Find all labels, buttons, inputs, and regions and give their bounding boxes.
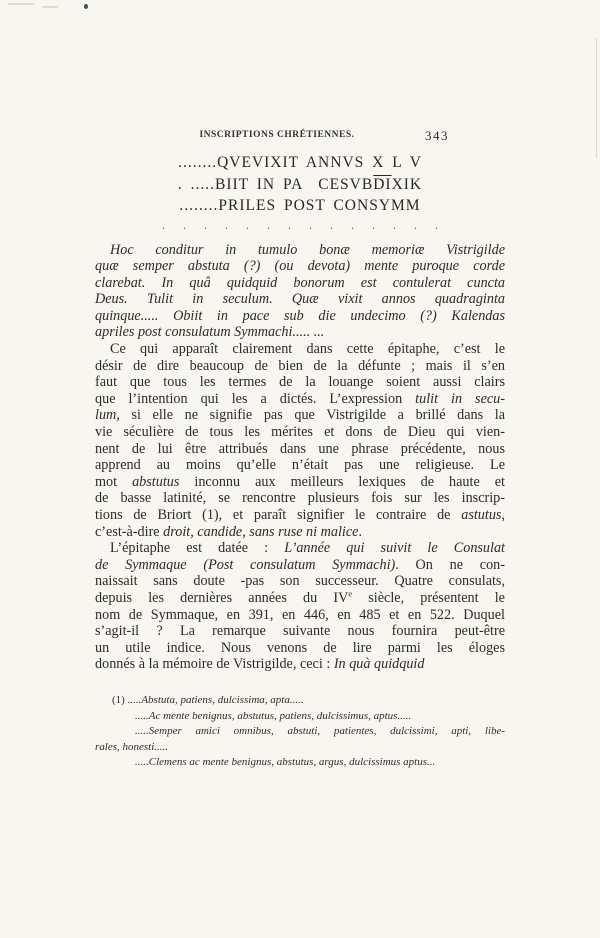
text-line: [95, 341, 505, 358]
epitaph-commentary: [95, 341, 505, 540]
text-line: [95, 391, 505, 408]
text-segment: In quà quidquid: [333, 656, 425, 673]
text-line: [95, 623, 505, 640]
text-segment: ........QVEVIXIT ANNVS X L V: [178, 154, 422, 171]
inscription-line: [95, 174, 505, 196]
text-segment: Hoc conditur in tumulo bonæ memoriæ Vistrigilde: [110, 241, 505, 258]
text-segment: de basse latinité, se rencontre plusieurs fois sur les inscrip-: [95, 490, 505, 507]
scan-speck: [84, 4, 88, 9]
text-line: [95, 308, 505, 325]
text-segment: .....Abstuta, patiens, dulcissima, apta.....: [127, 693, 304, 706]
text-line: [95, 258, 505, 275]
text-segment: donnés à la mémoire de Vistrigilde, ceci :: [95, 656, 334, 673]
text-segment: un utile indice. Nous venons de lire parmi les éloges: [95, 639, 505, 656]
text-line: [95, 573, 505, 590]
text-segment: de Symmaque (Post consulatum Symmachi): [95, 556, 396, 573]
text-line: [95, 358, 505, 375]
text-segment: rales, honesti.....: [95, 740, 169, 753]
text-segment: clarebat. In quâ quidquid bonorum est contulerat cuncta: [95, 274, 505, 291]
text-line: [95, 590, 505, 607]
text-line: [95, 540, 505, 557]
text-line: [95, 291, 505, 308]
text-line: [95, 656, 505, 673]
text-line: [95, 441, 505, 458]
text-segment: Deus. Tulit in seculum. Quæ vixit annos quadraginta: [95, 291, 505, 308]
text-line: [95, 324, 505, 341]
text-segment: c’est-à-dire: [95, 523, 164, 540]
footnote-line: [95, 693, 505, 709]
footnote-line: [95, 724, 505, 740]
text-segment: ,: [501, 507, 505, 523]
text-segment: ........PRILES POST CONSYMM: [179, 197, 421, 214]
text-segment: naissait sans doute -pas son successeur. Quatre consulats,: [95, 573, 505, 590]
text-segment: . .....BIIT IN PA CESVB: [177, 175, 374, 193]
scan-artifact: [42, 6, 58, 8]
scan-artifact: [8, 3, 34, 5]
text-segment: L’épitaphe est datée :: [110, 540, 285, 557]
text-line: [95, 640, 505, 657]
text-segment: .: [358, 523, 363, 540]
text-segment: quæ semper abstuta (?) (ou devota) mente puroque corde: [95, 258, 505, 275]
text-segment: apprend au moins qu’elle n’était pas une religieuse. Le: [95, 457, 505, 474]
text-segment: , si elle ne signifie pas que Vistrigilde a brillé dans la: [116, 407, 505, 424]
text-segment: .....Ac mente benignus, abstutus, patiens, dulcissimus, aptus.....: [135, 709, 412, 722]
text-segment: .....Clemens ac mente benignus, abstutus, argus, dulcissimus aptus...: [135, 756, 436, 769]
text-line: [95, 507, 505, 524]
inscription-line: [95, 152, 505, 174]
text-segment: apriles post consulatum Symmachi..... ...: [95, 324, 325, 341]
epitaph-latin-paraphrase: [95, 242, 505, 342]
text-segment: L’année qui suivit le Consulat: [284, 540, 505, 557]
page-header: [95, 130, 505, 145]
text-segment: lum: [95, 407, 117, 424]
text-segment: depuis les dernières années du IV: [95, 589, 349, 606]
text-line: [95, 607, 505, 624]
text-line: [95, 424, 505, 441]
text-line: [95, 242, 505, 259]
inscription-line: [95, 195, 505, 217]
text-segment: siècle, présentent le: [352, 589, 505, 606]
text-segment: que l’intention qui les a dictés. L’expression: [95, 390, 416, 407]
running-head: INSCRIPTIONS CHRÉTIENNES.: [199, 130, 355, 140]
text-segment: XIK: [391, 175, 423, 193]
text-line: [95, 490, 505, 507]
text-line: [95, 275, 505, 292]
text-line: [95, 457, 505, 474]
dating-discussion: [95, 540, 505, 673]
footnotes: [95, 693, 505, 771]
body-paragraphs: [95, 242, 505, 673]
footnote-line: [95, 755, 505, 771]
text-line: [95, 524, 505, 541]
footnote-line: [95, 709, 505, 725]
page-number: 343: [425, 128, 449, 143]
text-segment: .....Semper amici omnibus, abstuti, patientes, dulcissimi, apti, libe-: [135, 725, 505, 738]
inscription-block: [95, 152, 505, 217]
text-segment: nent de lui être attribués dans une phrase précédente, nous: [95, 440, 505, 457]
text-segment: e: [348, 588, 353, 599]
text-segment: mot: [95, 473, 133, 490]
text-segment: astutus: [461, 507, 502, 523]
text-segment: (1): [112, 693, 128, 706]
text-segment: abstutus: [132, 473, 180, 490]
text-segment: s’agit-il ? La remarque suivante nous fournira peut-être: [95, 623, 505, 640]
text-segment: vie séculière de tous les mérites et dons de Dieu qui vien-: [95, 424, 505, 441]
text-segment: tions de Briort (1), et paraît signifier le contraire de: [95, 507, 462, 523]
text-segment: faut que tous les termes de la louange soient aussi clairs: [95, 374, 505, 391]
text-line: [95, 474, 505, 491]
text-segment: droit, candide, sans ruse ni malice: [163, 523, 359, 540]
text-segment: nom de Symmaque, en 391, en 446, en 485 et en 522. Duquel: [95, 606, 505, 623]
text-segment: désir de dire beaucoup de bien de la défunte ; mais il s’en: [95, 357, 505, 374]
text-segment: . On ne con-: [395, 556, 505, 573]
footnote-line: [95, 740, 505, 756]
text-column: [95, 130, 505, 771]
text-line: [95, 407, 505, 424]
text-segment: quinque..... Obiit in pace sub die undecimo (?) Kalendas: [95, 307, 505, 324]
text-segment: inconnu aux meilleurs lexiques de haute et: [179, 473, 505, 490]
page-edge-shadow: [596, 38, 597, 158]
text-line: [95, 374, 505, 391]
overlined-letters: $\overline{DI}$: [373, 175, 392, 193]
dotted-rule: . . . . . . . . . . . . . .: [162, 217, 438, 232]
text-segment: tulit in secu-: [415, 390, 505, 407]
text-segment: Ce qui apparaît clairement dans cette épitaphe, c’est le: [110, 341, 505, 358]
text-line: [95, 557, 505, 574]
